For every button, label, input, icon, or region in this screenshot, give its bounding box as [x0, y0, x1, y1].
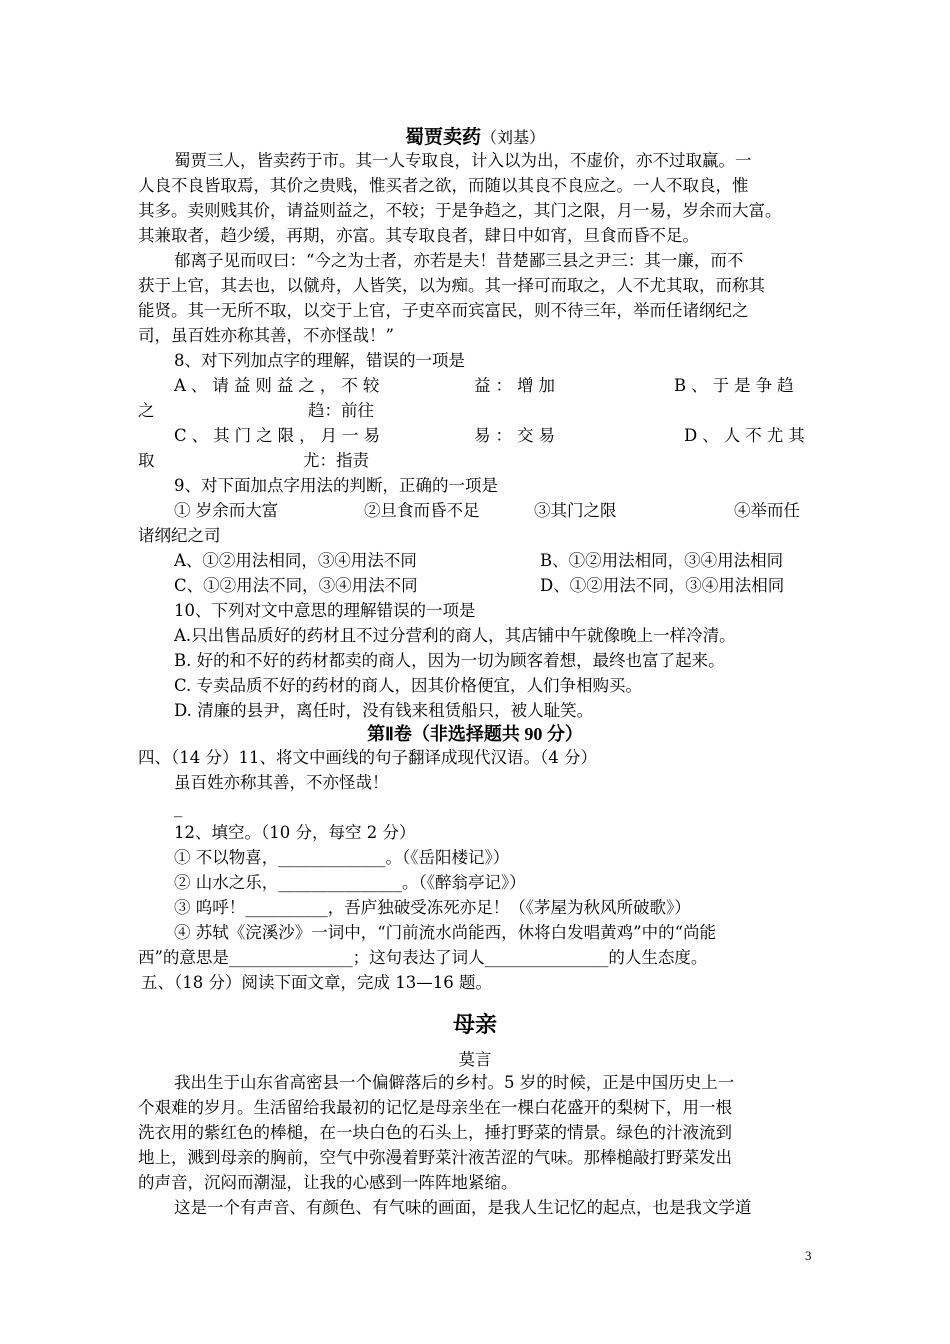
option-c: C、其门之限，月一易: [174, 426, 386, 445]
page-number: 3: [805, 1248, 812, 1263]
option-c: C、①②用法不同，③④用法不同: [174, 576, 418, 595]
question-9-options-cd: [174, 573, 818, 598]
question-9-item-4-cont: 诸纲纪之司: [138, 526, 221, 545]
paragraph-line: 的声音，沉闷而潮湿，让我的心感到一阵阵地紧缩。: [138, 1173, 518, 1192]
question-10-option-b: B. 好的和不好的药材都卖的商人，因为一切为顾客着想，最终也富了起来。: [174, 651, 725, 670]
option-b-gloss: 趋：前往: [308, 401, 374, 420]
option-a-gloss: 益：增加: [474, 376, 560, 395]
question-8-option-d-cont: [138, 448, 818, 473]
option-a: A、请益则益之，不较: [174, 376, 385, 395]
paragraph-line: 洗衣用的紫红色的棒槌，在一块白色的石头上，捶打野菜的情景。绿色的汁液流到: [138, 1123, 732, 1142]
question-10-option-c: C. 专卖品质不好的药材的商人，因其价格便宜，人们争相购买。: [174, 676, 643, 695]
section-4-heading: 四、（14 分）11、将文中画线的句子翻译成现代汉语。（4 分）: [138, 748, 597, 767]
question-12-item-1: ① 不以物喜，_____________。（《岳阳楼记》）: [174, 848, 510, 867]
title-text: 蜀贾卖药: [404, 127, 481, 148]
paragraph-line: 我出生于山东省高密县一个偏僻落后的乡村。5 岁的时候，正是中国历史上一: [174, 1073, 735, 1092]
paragraph-line: 地上，溅到母亲的胸前，空气中弥漫着野菜汁液苦涩的气味。那棒槌敲打野菜发出: [138, 1148, 732, 1167]
item-3: ③其门之限: [534, 501, 617, 520]
article-author: 莫言: [458, 1050, 492, 1069]
option-b-cont: 之: [138, 401, 155, 420]
question-11-answer-blank: _: [174, 798, 183, 817]
paragraph-line: 获于上官，其去也，以僦舟，人皆笑，以为痴。其一择可而取之，人不尤其取，而称其: [138, 276, 765, 295]
paragraph-line: 其多。卖则贱其价，请益则益之，不较；于是争趋之，其门之限，月一易，岁余而大富。: [138, 201, 782, 220]
question-8-options-cd: [174, 423, 818, 448]
article-title-mother: 母亲: [452, 1012, 497, 1037]
option-a: A、①②用法相同，③④用法不同: [174, 551, 417, 570]
question-8-stem: 8、对下列加点字的理解，错误的一项是: [174, 351, 465, 370]
option-c-gloss: 易：交易: [474, 426, 560, 445]
option-d: D、①②用法不同，③④用法相同: [540, 576, 785, 595]
question-12-item-4: ④ 苏轼《浣溪沙》一词中，“门前流水尚能西，休将白发唱黄鸡”中的“尚能: [174, 923, 717, 942]
question-12-item-4-cont: 西”的意思是_______________；这句表达了词人_______________的人生态度。: [138, 948, 708, 967]
option-b: B、①②用法相同，③④用法相同: [540, 551, 784, 570]
question-11-sentence: 虽百姓亦称其善，不亦怪哉！: [174, 773, 389, 792]
question-9-options-ab: [174, 548, 818, 573]
question-12-stem: 12、填空。（10 分，每空 2 分）: [174, 823, 416, 842]
question-8-options-ab: [174, 373, 818, 398]
paragraph-line: 这是一个有声音、有颜色、有气味的画面，是我人生记忆的起点，也是我文学道: [174, 1198, 752, 1217]
article-title-shujia: [0, 122, 950, 149]
question-12-item-3: ③ 呜呼！__________，吾庐独破受冻死亦足！（《茅屋为秋风所破歌》）: [174, 898, 691, 917]
question-9-items: [174, 498, 818, 523]
part-2-heading: 第Ⅱ卷（非选择题共 90 分）: [367, 724, 583, 744]
question-10-stem: 10、下列对文中意思的理解错误的一项是: [174, 601, 476, 620]
title-author: （刘基）: [481, 130, 546, 147]
paragraph-line: 人良不良皆取焉，其价之贵贱，惟买者之欲，而随以其良不良应之。一人不取良，惟: [138, 176, 749, 195]
question-8-option-b-cont: [138, 398, 818, 423]
paragraph-line: 能贤。其一无所不取，以交于上官，子吏卒而宾富民，则不待三年，举而任诸纲纪之: [138, 301, 749, 320]
option-d: D、人不尤其: [684, 426, 810, 445]
paragraph-line: 其兼取者，趋少缓，再期，亦富。其专取良者，肆日中如宵，旦食而昏不足。: [138, 226, 699, 245]
option-d-cont: 取: [138, 451, 155, 470]
option-b: B、于是争趋: [674, 376, 799, 395]
paragraph-line: 司，虽百姓亦称其善，不亦怪哉！”: [138, 326, 394, 345]
section-5-heading: 五、（18 分）阅读下面文章，完成 13—16 题。: [141, 973, 492, 992]
paragraph-line: 蜀贾三人，皆卖药于市。其一人专取良，计入以为出，不虚价，亦不过取赢。一: [174, 151, 752, 170]
question-10-option-a: A.只出售品质好的药材且不过分营利的商人，其店铺中午就像晚上一样冷清。: [174, 626, 736, 645]
paragraph-line: 郁离子见而叹曰：“今之为士者，亦若是夫！昔楚鄙三县之尹三：其一廉，而不: [174, 251, 744, 270]
paragraph-line: 个艰难的岁月。生活留给我最初的记忆是母亲坐在一棵白花盛开的梨树下，用一根: [138, 1098, 732, 1117]
question-9-stem: 9、对下面加点字用法的判断，正确的一项是: [174, 476, 498, 495]
item-1: ① 岁余而大富: [174, 501, 279, 520]
item-2: ②旦食而昏不足: [364, 501, 480, 520]
option-d-gloss: 尤：指责: [303, 451, 369, 470]
question-12-item-2: ② 山水之乐，_______________。（《醉翁亭记》）: [174, 873, 526, 892]
question-10-option-d: D. 清廉的县尹，离任时，没有钱来租赁船只，被人耻笑。: [174, 701, 594, 720]
item-4: ④举而任: [734, 501, 800, 520]
